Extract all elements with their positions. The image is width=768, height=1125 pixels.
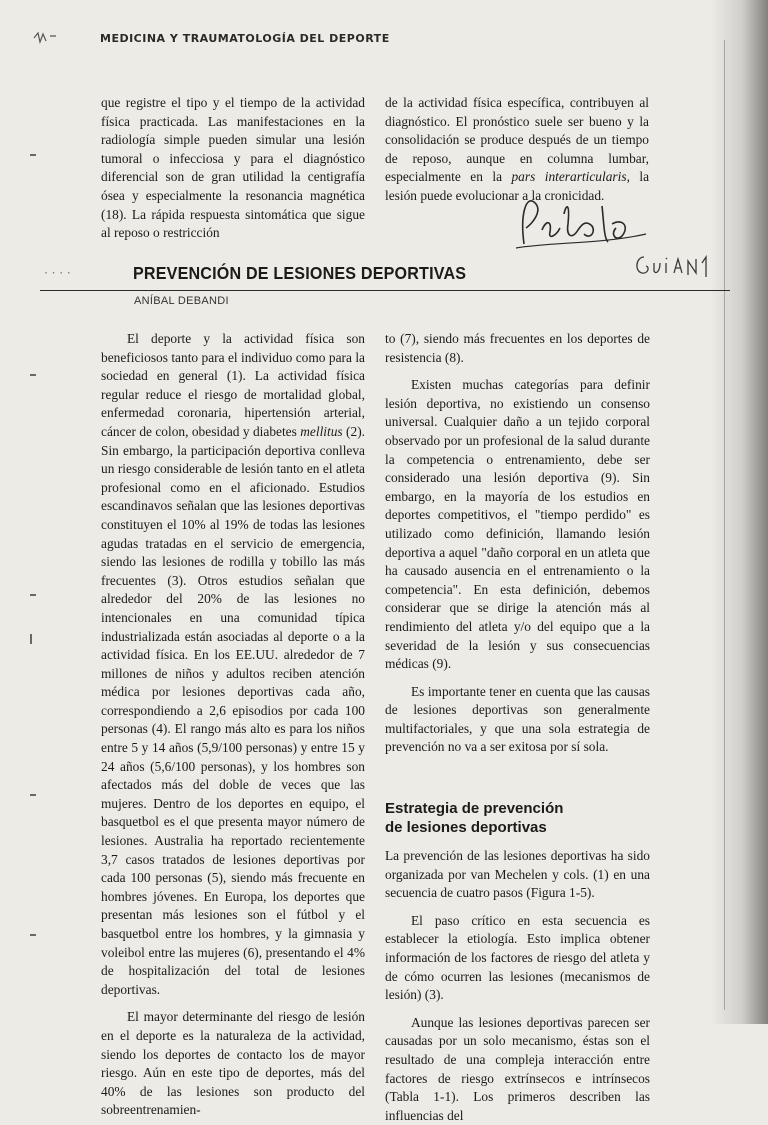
author-name: ANÍBAL DEBANDI: [134, 295, 229, 307]
header-dots: · · · ·: [44, 266, 71, 280]
main-right-column: [385, 330, 650, 1125]
handwritten-signature: [512, 184, 652, 274]
paragraph: Existen muchas categorías para definir lesión deportiva, no existiendo un consenso universal. Cualquier daño a un tejido corporal observado por un profesional de la salud durante la competencia o entrenamiento, debe ser considerado una lesión deportiva (9). Sin embargo, en la mayoría de los estudios en deportes competitivos, el "tiempo perdido" es utilizado como definición, llamando lesión deportiva a aquel "daño corporal en un atleta que ha causado ausencia en el entrenamiento o la competencia". En esta definición, debemos considerar que se dirige la atención más al rendimiento del atleta y/o del equipo que a la severidad de la lesión y sus consecuencias médicas (9).: [385, 377, 650, 672]
paragraph: El mayor determinante del riesgo de lesión en el deporte es la naturaleza de la actividad, siendo los deportes de contacto los de mayor riesgo. Aún en este tipo de deportes, más del 40% de las lesiones son producto del sobreentrenamien-: [101, 1009, 365, 1118]
text-run: El deporte y la actividad física son beneficiosos tanto para el individuo como para la sociedad en general (1). La actividad física regular reduce el riesgo de mortalidad global, enfermedad coronaria, hipertensión arterial, cáncer de colon, obesidad y diabetes: [101, 331, 365, 439]
subsection-heading-line: Estrategia de prevención: [385, 800, 564, 818]
subsection-heading: [385, 799, 650, 837]
margin-rule: [724, 40, 725, 1010]
subsection-heading-line: de lesiones deportivas: [385, 819, 547, 837]
binding-shadow: [710, 0, 768, 1024]
running-header: MEDICINA Y TRAUMATOLOGÍA DEL DEPORTE: [100, 32, 390, 45]
paragraph: El paso crítico en esta secuencia es establecer la etiología. Esto implica obtener información de los factores de riesgo del atleta y de cómo ocurren las lesiones (mecanismos de lesión) (3).: [385, 912, 650, 1003]
margin-punch-marks: [30, 34, 40, 1014]
paragraph: [101, 330, 365, 999]
top-left-column: [101, 94, 365, 243]
main-left-column: [101, 330, 365, 1120]
italic-term: pars interarticularis: [511, 169, 627, 185]
handwritten-guia-note: [632, 247, 712, 287]
scan-corner-mark: [32, 30, 58, 46]
text-run: de la actividad física específica, contribuyen al diagnóstico. El pronóstico suele ser bueno y la consolidación se produce después de un tiempo de reposo, aunque en columna lumbar, especialmente en la: [385, 95, 649, 185]
paragraph: La prevención de las lesiones deportivas ha sido organizada por van Mechelen y cols. (1) en una secuencia de cuatro pasos (Figura 1-5).: [385, 848, 650, 901]
title-rule: [40, 290, 730, 291]
paragraph: to (7), siendo más frecuentes en los deportes de resistencia (8).: [385, 331, 650, 365]
italic-term: mellitus: [300, 423, 343, 439]
paragraph: que registre el tipo y el tiempo de la actividad física practicada. Las manifestaciones en la radiología simple pueden simular una lesión tumoral o infecciosa y para el diagnóstico diferencial son de gran utilidad la centigrafía ósea y especialmente la resonancia magnética (18). La rápida respuesta sintomática que sigue al reposo o restricción: [101, 95, 365, 241]
paragraph: Aunque las lesiones deportivas parecen ser causadas por un solo mecanismo, éstas son el resultado de una compleja interacción entre factores de riesgo extrínsecos e intrínsecos (Tabla 1-1). Los primeros describen las influencias del: [385, 1014, 650, 1123]
paragraph: Es importante tener en cuenta que las causas de lesiones deportivas son generalmente multifactoriales, y que una sola estrategia de prevención no va a ser exitosa por sí sola.: [385, 683, 650, 755]
text-run: (2). Sin embargo, la participación deportiva conlleva un riesgo considerable de lesión tanto en el atleta profesional como en el aficionado. Estudios escandinavos señalan que las lesiones deportivas constituyen el 10% al 19% de todas las lesiones agudas tratadas en el servicio de emergencia, siendo las lesiones de rodilla y tobillo las más frecuentes (3). Otros estudios señalan que alrededor del 20% de las lesiones no intencionales en una comunidad típica industrializada están asociadas al deporte o a la actividad física. En los EE.UU. alrededor de 7 millones de niños y adultos reciben atención médica por lesiones deportivas cada año, correspondiendo a 2,6 episodios por cada 100 personas (4). El rango más alto es para los niños entre 5 y 14 años (5,9/100 personas) y entre 15 y 24 años (5,6/100 personas), y los hombres son afectados más del doble de veces que las mujeres. Dentro de los deportes en equipo, el basquetbol es el que presenta mayor número de lesiones. Australia ha reportado recientemente 3,7 casos tratados de lesiones deportivas por cada 100 personas (5), siendo más frecuente en hombres jóvenes. En Europa, los deportes que presentan más lesiones son el fútbol y el basquetbol entre los hombres, y la gimnasia y voleibol entre las mujeres (6), presentando el 4% de hospitalización del total de lesiones deportivas.: [101, 423, 366, 997]
section-title: PREVENCIÓN DE LESIONES DEPORTIVAS: [133, 263, 467, 283]
text-run: , la lesión puede evolucionar a la cronicidad.: [385, 169, 650, 203]
